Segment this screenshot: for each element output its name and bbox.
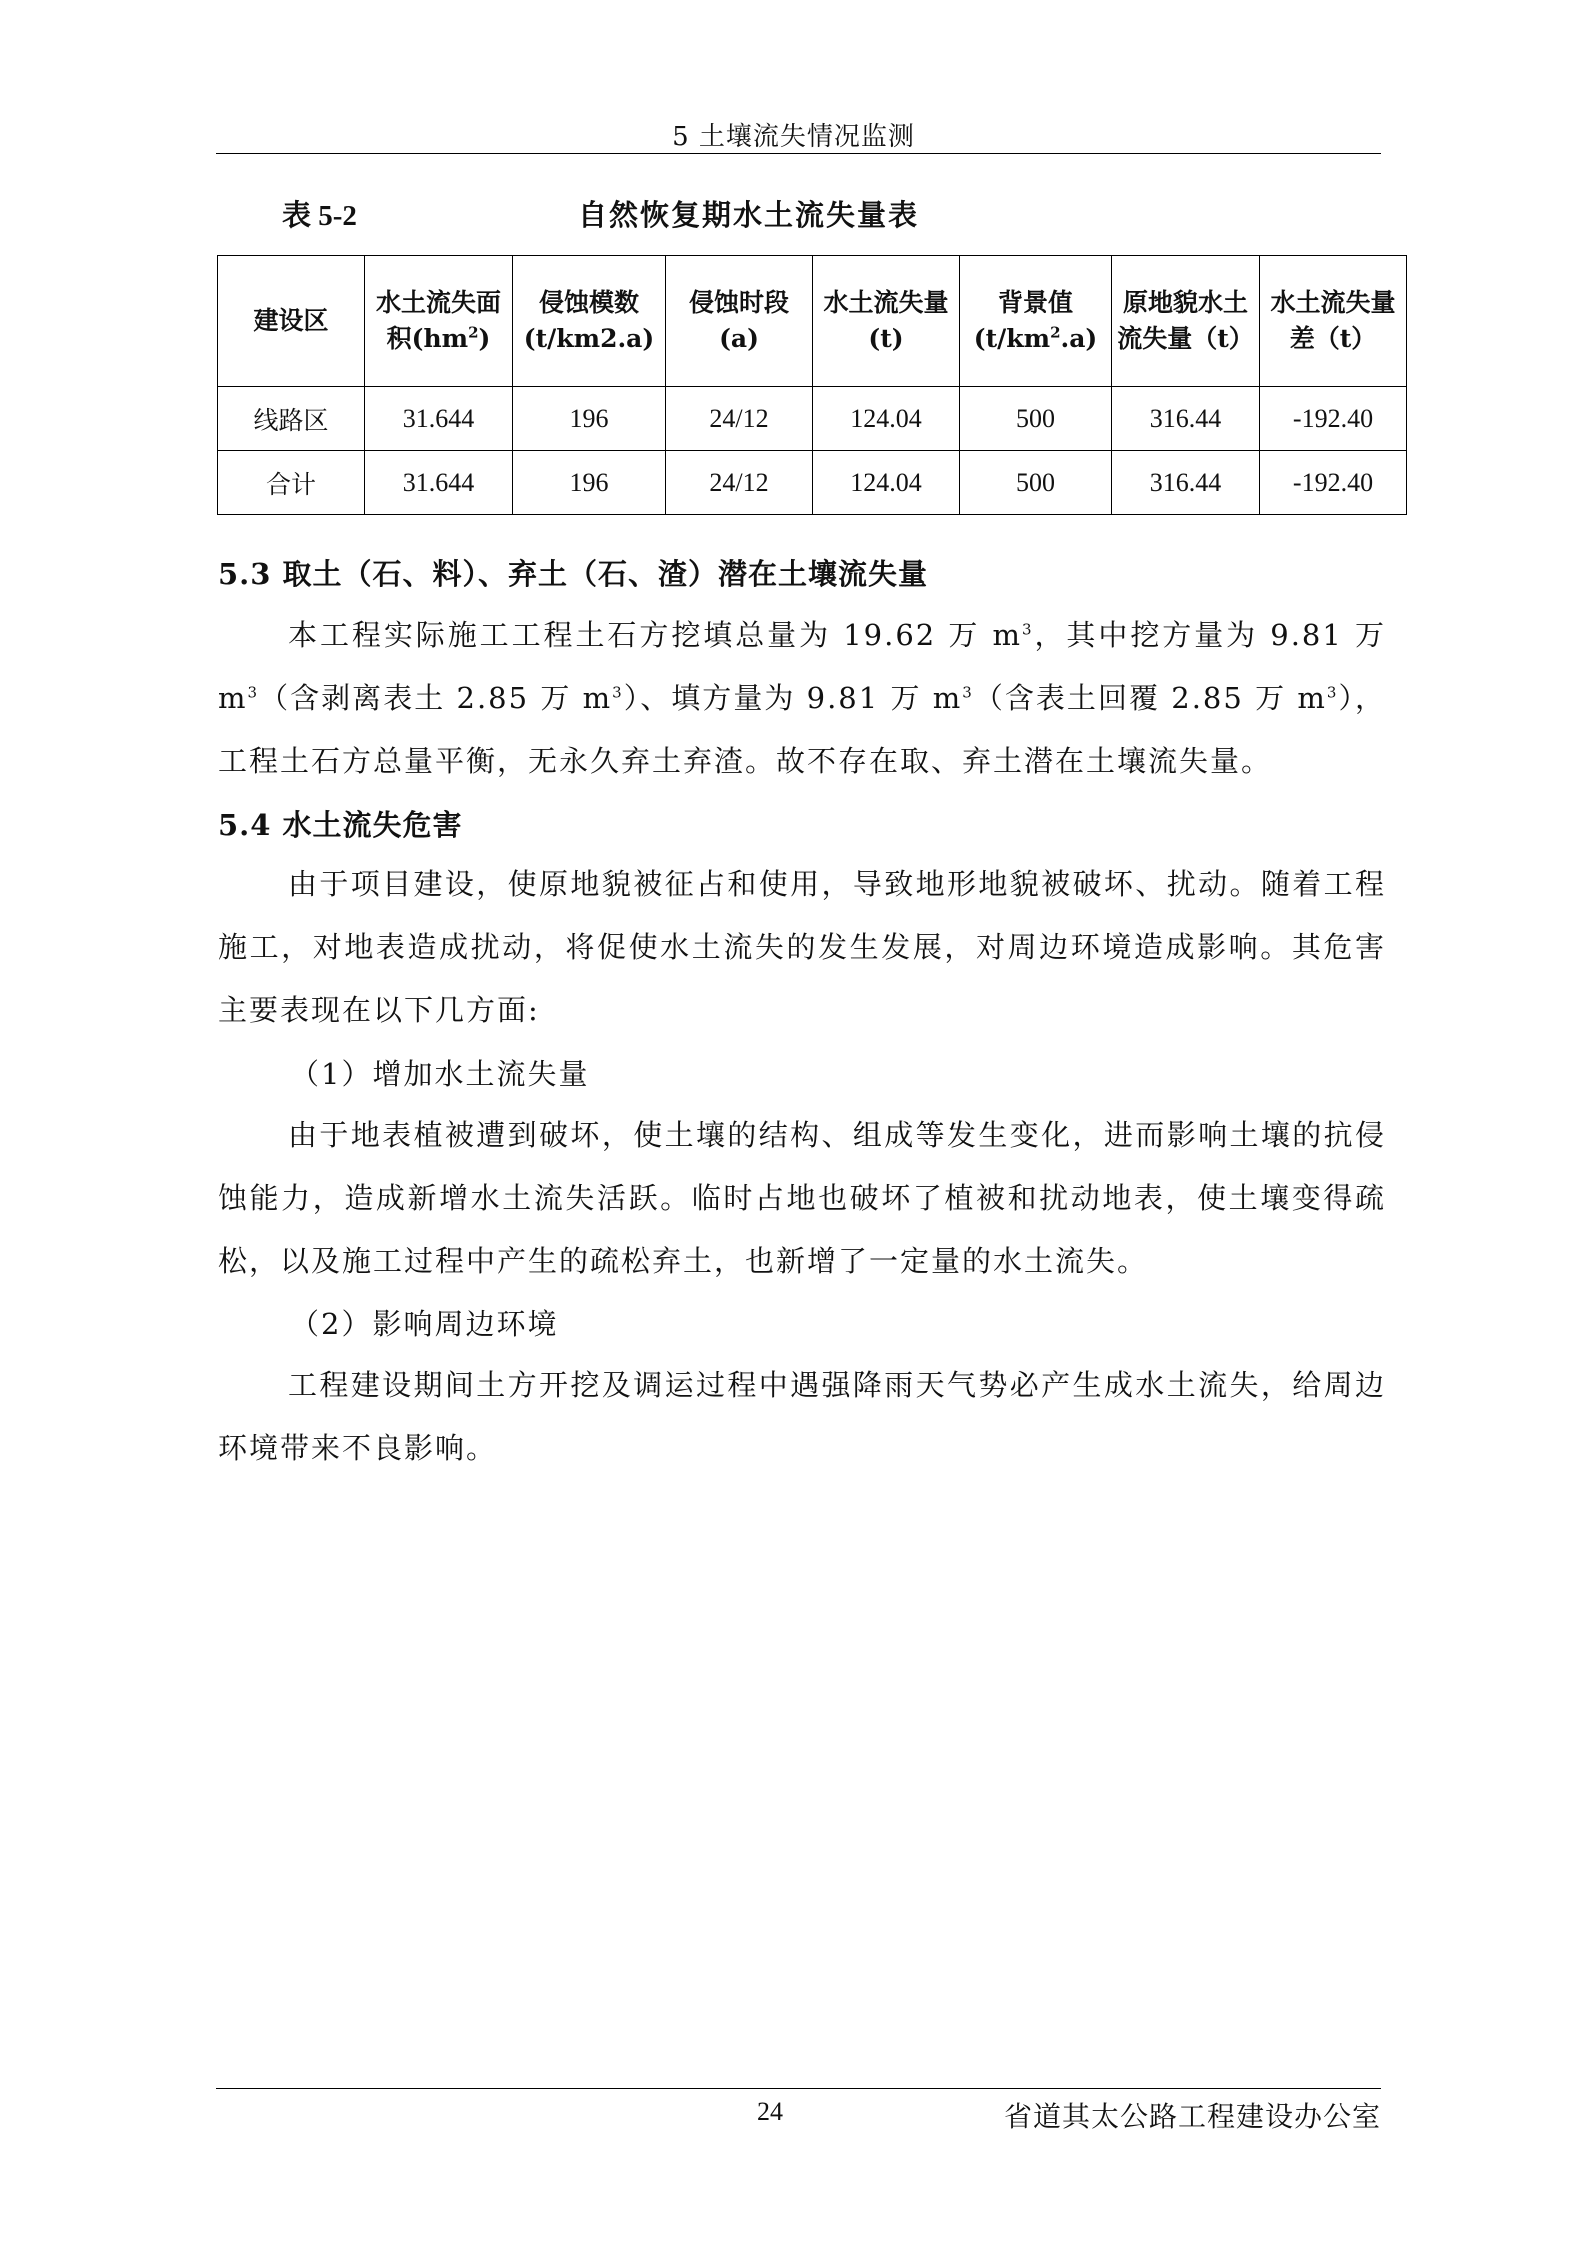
table-cell: 24/12 [666,387,813,451]
table-cell: 合计 [218,451,365,515]
col-header-zone: 建设区 [218,256,365,387]
soil-loss-table [217,255,1407,515]
section-heading-5-4: 5.4 水土流失危害 [218,808,463,842]
table-cell: 316.44 [1112,387,1260,451]
table-header-row [218,256,1407,387]
header-rule [216,153,1381,154]
table-cell: 线路区 [218,387,365,451]
subheading-2: （2）影响周边环境 [290,1307,559,1341]
table-cell: 500 [960,387,1112,451]
paragraph-5-4-intro: 由于项目建设，使原地貌被征占和使用，导致地形地貌被破坏、扰动。随着工程施工，对地表造成扰动，将促使水土流失的发生发展，对周边环境造成影响。其危害主要表现在以下几方面: [218,867,1386,1027]
col-header-area: 水土流失面 积$(hm^2)$ [365,256,513,387]
paragraph-5-4-1: 由于地表植被遭到破坏，使土壤的结构、组成等发生变化，进而影响土壤的抗侵蚀能力，造成新增水土流失活跃。临时占地也破坏了植被和扰动地表，使土壤变得疏松，以及施工过程中产生的疏松弃土，也新增了一定量的水土流失。 [218,1118,1386,1278]
table-cell: -192.40 [1260,387,1407,451]
col-header-background: 背景值 $(t/km^2.a)$ [960,256,1112,387]
table-cell: 31.644 [365,451,513,515]
col-header-erosion-modulus: 侵蚀模数 (t/km2.a) [513,256,666,387]
table-cell: 24/12 [666,451,813,515]
footer-rule [216,2088,1381,2089]
paragraph-5-4-2: 工程建设期间土方开挖及调运过程中遇强降雨天气势必产生成水土流失，给周边环境带来不良影响。 [218,1368,1386,1465]
running-header: 5 土壤流失情况监测 [672,122,915,152]
table-row [218,387,1407,451]
paragraph-5-3: 本工程实际施工工程土石方挖填总量为 19.62 万 $m^3$，其中挖方量为 9.81 万 $m^3$（含剥离表土 2.85 万 $m^3$）、填方量为 9.81 万 $m^3$（含表土回覆 2.85 万 $m^3$），工程土石方总量平衡，无永久弃土弃渣。故不存在取、弃土潜在土壤流失量。 [218,618,1386,778]
col-header-soil-loss: 水土流失量 (t) [813,256,960,387]
footer-organization: 省道其太公路工程建设办公室 [1003,2100,1381,2133]
col-header-original-loss: 原地貌水土 流失量（t） [1112,256,1260,387]
subheading-1: （1）增加水土流失量 [290,1057,590,1091]
table-cell: 316.44 [1112,451,1260,515]
table-cell: -192.40 [1260,451,1407,515]
table-cell: 31.644 [365,387,513,451]
section-heading-5-3: 5.3 取土（石、料）、弃土（石、渣）潜在土壤流失量 [218,557,929,591]
table-cell: 124.04 [813,451,960,515]
col-header-loss-difference: 水土流失量 差（t） [1260,256,1407,387]
col-header-erosion-period: 侵蚀时段 (a) [666,256,813,387]
page-number: 24 [757,2097,783,2126]
table-title: 自然恢复期水土流失量表 [578,198,920,232]
table-cell: 124.04 [813,387,960,451]
table-number: 表 5-2 [282,200,357,232]
table-cell: 500 [960,451,1112,515]
table-cell: 196 [513,387,666,451]
table-row [218,451,1407,515]
table-cell: 196 [513,451,666,515]
